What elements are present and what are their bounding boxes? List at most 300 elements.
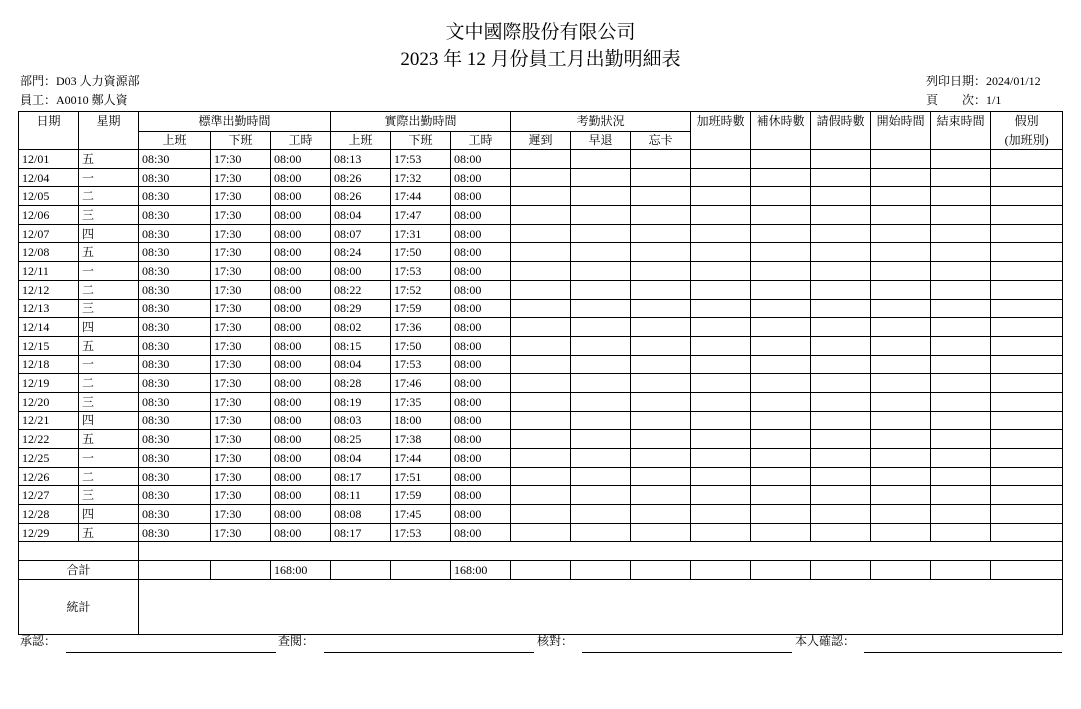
table-header xyxy=(19,112,1063,150)
header-actual-group: 實際出勤時間 xyxy=(331,112,511,132)
cell-early-leave xyxy=(571,449,631,468)
cell-act-out: 17:44 xyxy=(391,187,451,206)
cell-std-out: 17:30 xyxy=(211,505,271,524)
header-row-top xyxy=(19,112,1063,132)
cell-overtime-hours xyxy=(691,243,751,262)
cell-date: 12/07 xyxy=(19,224,79,243)
cell-end-time xyxy=(931,299,991,318)
cell-early-leave xyxy=(571,486,631,505)
cell-act-hours: 08:00 xyxy=(451,224,511,243)
total-std-hours: 168:00 xyxy=(271,561,331,580)
cell-late xyxy=(511,392,571,411)
cell-act-out: 17:47 xyxy=(391,206,451,225)
cell-std-out: 17:30 xyxy=(211,523,271,542)
cell-leave-hours xyxy=(811,224,871,243)
cell-leave-type xyxy=(991,224,1063,243)
cell-std-hours: 08:00 xyxy=(271,224,331,243)
cell-comp-leave-hours xyxy=(751,150,811,169)
cell-leave-hours xyxy=(811,243,871,262)
cell-overtime-hours xyxy=(691,150,751,169)
cell-missed-punch xyxy=(631,336,691,355)
cell-date: 12/12 xyxy=(19,280,79,299)
cell-overtime-hours xyxy=(691,224,751,243)
cell-comp-leave-hours xyxy=(751,505,811,524)
cell-leave-hours xyxy=(811,187,871,206)
cell-late xyxy=(511,523,571,542)
cell-missed-punch xyxy=(631,168,691,187)
attendance-table xyxy=(18,111,1063,635)
cell-start-time xyxy=(871,374,931,393)
cell-start-time xyxy=(871,430,931,449)
table-row xyxy=(19,187,1063,206)
cell-std-hours: 08:00 xyxy=(271,243,331,262)
cell-leave-type xyxy=(991,505,1063,524)
cell-weekday: 三 xyxy=(79,299,139,318)
cell-act-out: 17:51 xyxy=(391,467,451,486)
cell-act-in: 08:02 xyxy=(331,318,391,337)
cell-overtime-hours xyxy=(691,411,751,430)
cell-end-time xyxy=(931,187,991,206)
cell-leave-type xyxy=(991,523,1063,542)
cell-act-hours: 08:00 xyxy=(451,467,511,486)
cell-comp-leave-hours xyxy=(751,168,811,187)
cell-missed-punch xyxy=(631,467,691,486)
cell-end-time xyxy=(931,374,991,393)
header-early-leave: 早退 xyxy=(571,131,631,150)
cell-std-out: 17:30 xyxy=(211,243,271,262)
cell-early-leave xyxy=(571,224,631,243)
table-row xyxy=(19,486,1063,505)
cell-end-time xyxy=(931,224,991,243)
total-leave-type xyxy=(991,561,1063,580)
cell-overtime-hours xyxy=(691,336,751,355)
table-row xyxy=(19,392,1063,411)
cell-std-in: 08:30 xyxy=(139,355,211,374)
cell-leave-hours xyxy=(811,449,871,468)
cell-overtime-hours xyxy=(691,374,751,393)
cell-end-time xyxy=(931,486,991,505)
cell-leave-hours xyxy=(811,486,871,505)
cell-std-in: 08:30 xyxy=(139,411,211,430)
approve-signature-label: 承認： xyxy=(20,634,57,648)
cell-std-out: 17:30 xyxy=(211,355,271,374)
cell-start-time xyxy=(871,392,931,411)
table-row xyxy=(19,336,1063,355)
cell-leave-hours xyxy=(811,262,871,281)
cell-act-in: 08:26 xyxy=(331,168,391,187)
cell-start-time xyxy=(871,280,931,299)
cell-end-time xyxy=(931,243,991,262)
cell-weekday: 三 xyxy=(79,206,139,225)
cell-start-time xyxy=(871,467,931,486)
cell-std-in: 08:30 xyxy=(139,187,211,206)
cell-end-time xyxy=(931,430,991,449)
cell-early-leave xyxy=(571,280,631,299)
cell-std-in: 08:30 xyxy=(139,262,211,281)
cell-std-hours: 08:00 xyxy=(271,280,331,299)
cell-std-out: 17:30 xyxy=(211,430,271,449)
cell-leave-type xyxy=(991,411,1063,430)
attendance-rows xyxy=(19,150,1063,542)
cell-act-in: 08:03 xyxy=(331,411,391,430)
table-row xyxy=(19,374,1063,393)
cell-leave-type xyxy=(991,168,1063,187)
total-end-time xyxy=(931,561,991,580)
cell-std-out: 17:30 xyxy=(211,224,271,243)
cell-act-in: 08:17 xyxy=(331,523,391,542)
cell-std-hours: 08:00 xyxy=(271,523,331,542)
cell-leave-hours xyxy=(811,280,871,299)
statistics-content xyxy=(139,579,1063,634)
cell-overtime-hours xyxy=(691,449,751,468)
cell-act-out: 17:53 xyxy=(391,523,451,542)
cell-leave-hours xyxy=(811,467,871,486)
total-leave-hours xyxy=(811,561,871,580)
cell-missed-punch xyxy=(631,430,691,449)
cell-std-in: 08:30 xyxy=(139,523,211,542)
header-leave-type xyxy=(991,112,1063,150)
cell-std-in: 08:30 xyxy=(139,449,211,468)
cell-act-hours: 08:00 xyxy=(451,336,511,355)
cell-std-hours: 08:00 xyxy=(271,374,331,393)
header-end-time: 結束時間 xyxy=(931,112,991,150)
header-actual-in: 上班 xyxy=(331,131,391,150)
cell-std-hours: 08:00 xyxy=(271,392,331,411)
cell-late xyxy=(511,411,571,430)
cell-act-out: 17:53 xyxy=(391,150,451,169)
cell-comp-leave-hours xyxy=(751,280,811,299)
cell-weekday: 二 xyxy=(79,280,139,299)
department-label: 部門： xyxy=(20,74,57,88)
cell-std-out: 17:30 xyxy=(211,449,271,468)
cell-early-leave xyxy=(571,262,631,281)
cell-leave-type xyxy=(991,243,1063,262)
cell-end-time xyxy=(931,505,991,524)
cell-std-out: 17:30 xyxy=(211,299,271,318)
print-date-info xyxy=(926,74,1041,88)
cell-start-time xyxy=(871,262,931,281)
cell-act-out: 17:59 xyxy=(391,486,451,505)
cell-leave-type xyxy=(991,187,1063,206)
table-row xyxy=(19,206,1063,225)
cell-std-hours: 08:00 xyxy=(271,467,331,486)
cell-act-hours: 08:00 xyxy=(451,280,511,299)
cell-weekday: 二 xyxy=(79,374,139,393)
cell-std-hours: 08:00 xyxy=(271,150,331,169)
cell-weekday: 二 xyxy=(79,187,139,206)
cell-date: 12/06 xyxy=(19,206,79,225)
cell-date: 12/05 xyxy=(19,187,79,206)
header-status-group: 考勤狀況 xyxy=(511,112,691,132)
cell-act-hours: 08:00 xyxy=(451,374,511,393)
cell-leave-hours xyxy=(811,430,871,449)
cell-weekday: 三 xyxy=(79,486,139,505)
page-info xyxy=(926,93,1001,107)
cell-weekday: 四 xyxy=(79,411,139,430)
table-row xyxy=(19,467,1063,486)
cell-act-hours: 08:00 xyxy=(451,318,511,337)
cell-std-hours: 08:00 xyxy=(271,336,331,355)
cell-start-time xyxy=(871,318,931,337)
cell-act-out: 17:53 xyxy=(391,355,451,374)
totals-label: 合計 xyxy=(19,561,139,580)
cell-early-leave xyxy=(571,392,631,411)
cell-leave-type xyxy=(991,336,1063,355)
cell-late xyxy=(511,505,571,524)
cell-std-hours: 08:00 xyxy=(271,206,331,225)
cell-overtime-hours xyxy=(691,262,751,281)
cell-weekday: 一 xyxy=(79,262,139,281)
cell-std-in: 08:30 xyxy=(139,299,211,318)
table-row xyxy=(19,150,1063,169)
cell-start-time xyxy=(871,206,931,225)
cell-date: 12/14 xyxy=(19,318,79,337)
total-act-hours: 168:00 xyxy=(451,561,511,580)
cell-std-hours: 08:00 xyxy=(271,486,331,505)
cell-std-in: 08:30 xyxy=(139,318,211,337)
cell-act-in: 08:25 xyxy=(331,430,391,449)
blank-row xyxy=(19,542,1063,561)
cell-date: 12/28 xyxy=(19,505,79,524)
cell-act-hours: 08:00 xyxy=(451,523,511,542)
cell-start-time xyxy=(871,449,931,468)
cell-act-out: 17:44 xyxy=(391,449,451,468)
cell-act-out: 17:52 xyxy=(391,280,451,299)
department-info xyxy=(20,74,140,88)
header-standard-out: 下班 xyxy=(211,131,271,150)
cell-act-hours: 08:00 xyxy=(451,355,511,374)
cell-leave-type xyxy=(991,150,1063,169)
cell-missed-punch xyxy=(631,318,691,337)
cell-comp-leave-hours xyxy=(751,318,811,337)
cell-std-out: 17:30 xyxy=(211,280,271,299)
cell-act-in: 08:04 xyxy=(331,449,391,468)
cell-overtime-hours xyxy=(691,168,751,187)
cell-early-leave xyxy=(571,430,631,449)
verify-signature-line xyxy=(582,652,792,653)
cell-overtime-hours xyxy=(691,187,751,206)
cell-end-time xyxy=(931,411,991,430)
cell-start-time xyxy=(871,299,931,318)
cell-leave-type xyxy=(991,262,1063,281)
cell-comp-leave-hours xyxy=(751,262,811,281)
cell-std-out: 17:30 xyxy=(211,206,271,225)
cell-act-out: 17:46 xyxy=(391,374,451,393)
cell-act-hours: 08:00 xyxy=(451,449,511,468)
cell-comp-leave-hours xyxy=(751,467,811,486)
cell-late xyxy=(511,243,571,262)
cell-std-hours: 08:00 xyxy=(271,411,331,430)
header-start-time: 開始時間 xyxy=(871,112,931,150)
cell-act-in: 08:29 xyxy=(331,299,391,318)
cell-leave-type xyxy=(991,486,1063,505)
cell-end-time xyxy=(931,355,991,374)
cell-act-hours: 08:00 xyxy=(451,243,511,262)
cell-leave-type xyxy=(991,449,1063,468)
cell-leave-type xyxy=(991,392,1063,411)
cell-overtime-hours xyxy=(691,505,751,524)
cell-missed-punch xyxy=(631,411,691,430)
cell-act-hours: 08:00 xyxy=(451,168,511,187)
cell-early-leave xyxy=(571,523,631,542)
header-weekday: 星期 xyxy=(79,112,139,150)
cell-start-time xyxy=(871,355,931,374)
cell-weekday: 四 xyxy=(79,318,139,337)
cell-weekday: 一 xyxy=(79,355,139,374)
header-actual-hours: 工時 xyxy=(451,131,511,150)
cell-std-in: 08:30 xyxy=(139,224,211,243)
cell-std-in: 08:30 xyxy=(139,336,211,355)
cell-missed-punch xyxy=(631,449,691,468)
cell-missed-punch xyxy=(631,505,691,524)
cell-act-hours: 08:00 xyxy=(451,392,511,411)
cell-act-out: 17:45 xyxy=(391,505,451,524)
cell-late xyxy=(511,206,571,225)
cell-missed-punch xyxy=(631,187,691,206)
page-label: 頁 次： xyxy=(926,93,987,107)
cell-comp-leave-hours xyxy=(751,411,811,430)
cell-leave-hours xyxy=(811,206,871,225)
cell-leave-hours xyxy=(811,392,871,411)
cell-act-in: 08:08 xyxy=(331,505,391,524)
cell-std-in: 08:30 xyxy=(139,392,211,411)
cell-early-leave xyxy=(571,374,631,393)
cell-leave-type xyxy=(991,374,1063,393)
cell-early-leave xyxy=(571,243,631,262)
cell-comp-leave-hours xyxy=(751,336,811,355)
cell-date: 12/08 xyxy=(19,243,79,262)
cell-late xyxy=(511,374,571,393)
cell-start-time xyxy=(871,336,931,355)
cell-leave-hours xyxy=(811,505,871,524)
cell-date: 12/29 xyxy=(19,523,79,542)
table-row xyxy=(19,299,1063,318)
cell-weekday: 一 xyxy=(79,168,139,187)
cell-missed-punch xyxy=(631,224,691,243)
cell-date: 12/18 xyxy=(19,355,79,374)
summary-rows xyxy=(19,542,1063,634)
cell-leave-type xyxy=(991,206,1063,225)
cell-std-out: 17:30 xyxy=(211,486,271,505)
cell-std-hours: 08:00 xyxy=(271,299,331,318)
cell-date: 12/20 xyxy=(19,392,79,411)
cell-std-hours: 08:00 xyxy=(271,187,331,206)
cell-early-leave xyxy=(571,355,631,374)
cell-comp-leave-hours xyxy=(751,355,811,374)
cell-start-time xyxy=(871,243,931,262)
cell-start-time xyxy=(871,224,931,243)
cell-overtime-hours xyxy=(691,392,751,411)
cell-act-hours: 08:00 xyxy=(451,262,511,281)
cell-std-in: 08:30 xyxy=(139,150,211,169)
header-overtime-type-label: (加班別) xyxy=(1004,133,1049,147)
cell-early-leave xyxy=(571,206,631,225)
cell-date: 12/22 xyxy=(19,430,79,449)
cell-leave-hours xyxy=(811,318,871,337)
cell-overtime-hours xyxy=(691,486,751,505)
cell-comp-leave-hours xyxy=(751,187,811,206)
cell-weekday: 一 xyxy=(79,449,139,468)
employee-value: A0010 鄭人資 xyxy=(56,93,128,107)
table-row xyxy=(19,523,1063,542)
cell-date: 12/13 xyxy=(19,299,79,318)
cell-early-leave xyxy=(571,168,631,187)
company-name: 文中國際股份有限公司 xyxy=(445,22,636,43)
cell-act-out: 17:50 xyxy=(391,336,451,355)
cell-early-leave xyxy=(571,467,631,486)
employee-confirm-signature-line xyxy=(864,652,1062,653)
header-leave-type-label: 假別 xyxy=(1014,114,1039,128)
header-date: 日期 xyxy=(19,112,79,150)
cell-end-time xyxy=(931,318,991,337)
print-date-value: 2024/01/12 xyxy=(986,74,1041,88)
cell-act-out: 18:00 xyxy=(391,411,451,430)
cell-act-out: 17:50 xyxy=(391,243,451,262)
table-row xyxy=(19,430,1063,449)
cell-missed-punch xyxy=(631,355,691,374)
cell-std-in: 08:30 xyxy=(139,374,211,393)
cell-early-leave xyxy=(571,411,631,430)
statistics-row xyxy=(19,579,1063,634)
cell-std-in: 08:30 xyxy=(139,168,211,187)
cell-late xyxy=(511,318,571,337)
cell-std-in: 08:30 xyxy=(139,206,211,225)
cell-early-leave xyxy=(571,318,631,337)
cell-act-hours: 08:00 xyxy=(451,411,511,430)
cell-act-in: 08:00 xyxy=(331,262,391,281)
cell-comp-leave-hours xyxy=(751,299,811,318)
cell-leave-type xyxy=(991,467,1063,486)
cell-std-in: 08:30 xyxy=(139,280,211,299)
cell-date: 12/15 xyxy=(19,336,79,355)
total-missed-punch xyxy=(631,561,691,580)
cell-late xyxy=(511,280,571,299)
cell-date: 12/01 xyxy=(19,150,79,169)
employee-confirm-signature-label: 本人確認： xyxy=(795,634,856,648)
cell-end-time xyxy=(931,168,991,187)
cell-comp-leave-hours xyxy=(751,392,811,411)
cell-start-time xyxy=(871,150,931,169)
cell-early-leave xyxy=(571,299,631,318)
cell-act-in: 08:13 xyxy=(331,150,391,169)
cell-missed-punch xyxy=(631,374,691,393)
header-late: 遲到 xyxy=(511,131,571,150)
cell-weekday: 四 xyxy=(79,224,139,243)
cell-late xyxy=(511,467,571,486)
cell-comp-leave-hours xyxy=(751,224,811,243)
cell-missed-punch xyxy=(631,243,691,262)
cell-missed-punch xyxy=(631,392,691,411)
header-missed-punch: 忘卡 xyxy=(631,131,691,150)
cell-leave-hours xyxy=(811,299,871,318)
table-row xyxy=(19,224,1063,243)
cell-end-time xyxy=(931,449,991,468)
cell-std-hours: 08:00 xyxy=(271,168,331,187)
employee-label: 員工： xyxy=(20,93,57,107)
cell-leave-hours xyxy=(811,168,871,187)
cell-weekday: 五 xyxy=(79,523,139,542)
total-act-out xyxy=(391,561,451,580)
cell-act-in: 08:24 xyxy=(331,243,391,262)
cell-act-in: 08:28 xyxy=(331,374,391,393)
cell-date: 12/04 xyxy=(19,168,79,187)
cell-overtime-hours xyxy=(691,355,751,374)
cell-start-time xyxy=(871,411,931,430)
cell-overtime-hours xyxy=(691,206,751,225)
cell-overtime-hours xyxy=(691,430,751,449)
cell-std-in: 08:30 xyxy=(139,505,211,524)
blank-cell-right xyxy=(139,542,1063,561)
